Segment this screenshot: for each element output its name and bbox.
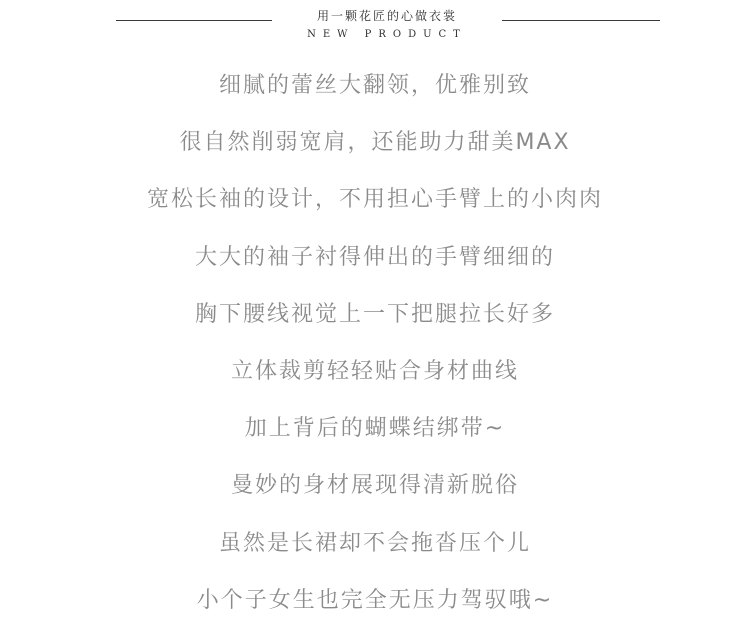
- description-line: 小个子女生也完全无压力驾驭哦~: [196, 587, 554, 613]
- description-line: 宽松长袖的设计，不用担心手臂上的小肉肉: [146, 187, 603, 213]
- header-divider-right: [502, 20, 660, 21]
- description-line: 虽然是长裙却不会拖沓压个儿: [218, 530, 531, 556]
- description-line: 立体裁剪轻轻贴合身材曲线: [230, 358, 519, 384]
- description-line: 加上背后的蝴蝶结绑带~: [244, 416, 506, 442]
- description-line: 大大的袖子衬得伸出的手臂细细的: [194, 244, 555, 270]
- header-subtitle: NEW PRODUCT: [307, 29, 467, 40]
- header-title: 用一颗花匠的心做衣裳: [316, 9, 457, 23]
- description-line: 细腻的蕾丝大翻领，优雅别致: [218, 73, 531, 98]
- description-line: 很自然削弱宽肩，还能助力甜美MAX: [179, 130, 571, 156]
- description-line: 胸下腰线视觉上一下把腿拉长好多: [194, 301, 555, 327]
- product-description-list: [0, 66, 750, 638]
- description-line: 曼妙的身材展现得清新脱俗: [230, 473, 519, 499]
- section-header: [0, 0, 750, 50]
- header-divider-left: [116, 20, 272, 21]
